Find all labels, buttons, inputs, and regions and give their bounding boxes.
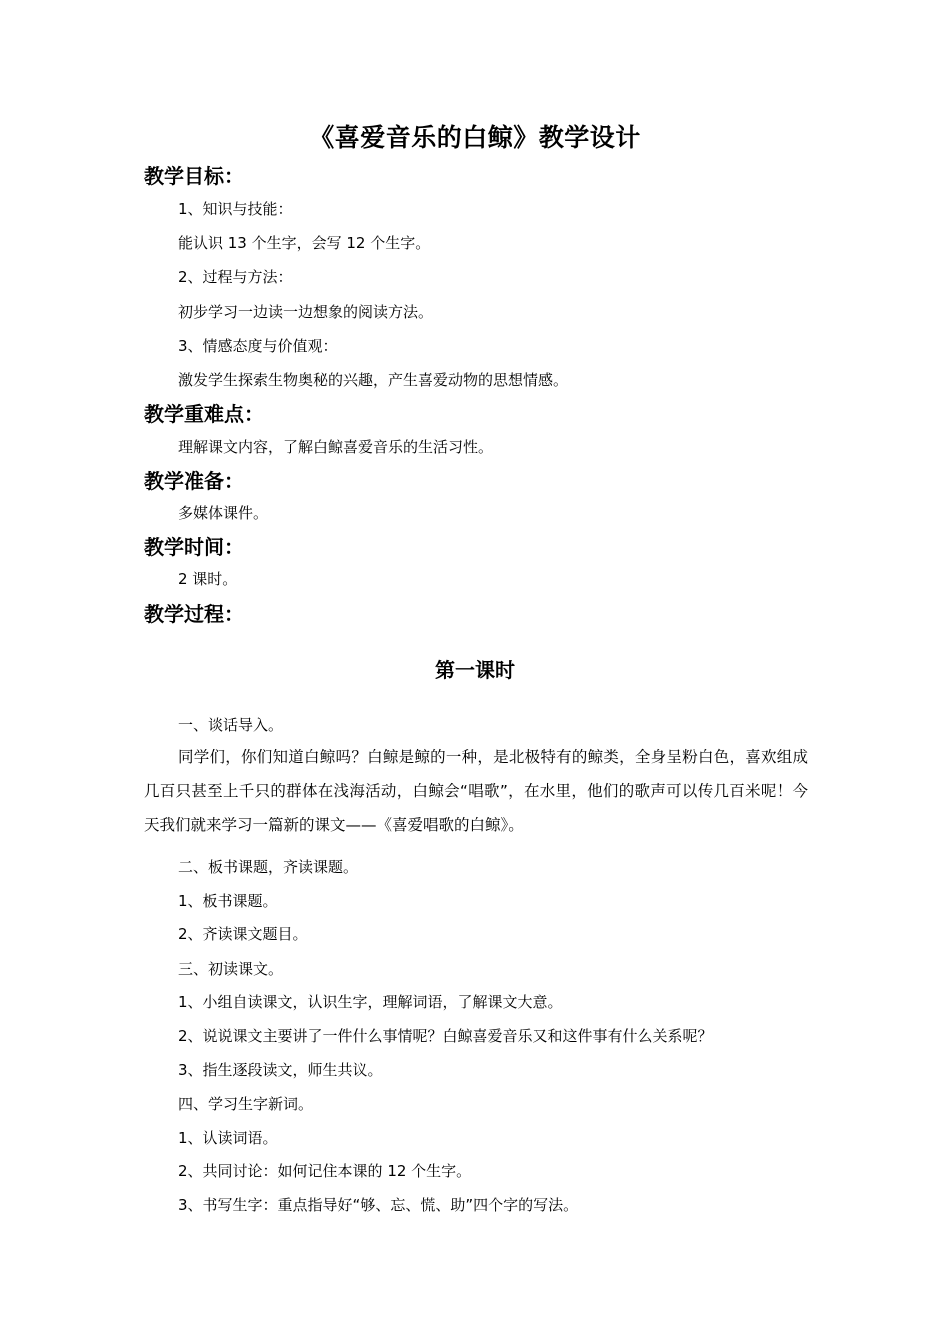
heading-process: 教学过程： — [144, 602, 244, 626]
heading-time: 教学时间： — [144, 535, 244, 559]
goal-line: 1、知识与技能： — [178, 200, 293, 218]
step-item: 2、说说课文主要讲了一件什么事情呢？白鲸喜爱音乐又和这件事有什么关系呢？ — [178, 1027, 713, 1045]
time-text: 2 课时。 — [178, 570, 238, 588]
intro-paragraph: 同学们，你们知道白鲸吗？白鲸是鲸的一种，是北极特有的鲸类，全身呈粉白色，喜欢组成几百只甚至上千只的群体在浅海活动，白鲸会“唱歌”，在水里，他们的歌声可以传几百米呢！今天我们就来学习一篇新的课文——《喜爱唱歌的白鲸》。 — [144, 748, 808, 834]
step-heading: 一、谈话导入。 — [178, 716, 284, 734]
step-item: 1、认读词语。 — [178, 1129, 278, 1147]
step-item: 3、书写生字：重点指导好“够、忘、慌、助”四个字的写法。 — [178, 1196, 579, 1214]
heading-key-points: 教学重难点： — [144, 402, 264, 426]
step-item: 3、指生逐段读文，师生共议。 — [178, 1061, 383, 1079]
preparation-text: 多媒体课件。 — [178, 504, 269, 522]
goal-line: 初步学习一边读一边想象的阅读方法。 — [178, 303, 434, 321]
goal-line: 激发学生探索生物奥秘的兴趣，产生喜爱动物的思想情感。 — [178, 371, 569, 389]
step-item: 2、齐读课文题目。 — [178, 925, 308, 943]
step-item: 1、板书课题。 — [178, 892, 278, 910]
goal-line: 能认识 13 个生字，会写 12 个生字。 — [178, 234, 431, 252]
goal-line: 3、情感态度与价值观： — [178, 337, 338, 355]
step-item: 1、小组自读课文，认识生字，理解词语，了解课文大意。 — [178, 993, 563, 1011]
goal-line: 2、过程与方法： — [178, 268, 293, 286]
step-heading: 四、学习生字新词。 — [178, 1095, 314, 1113]
key-points-text: 理解课文内容，了解白鲸喜爱音乐的生活习性。 — [178, 438, 494, 456]
document-title: 《喜爱音乐的白鲸》教学设计 — [309, 123, 641, 152]
heading-goals: 教学目标： — [144, 164, 244, 188]
step-item: 2、共同讨论：如何记住本课的 12 个生字。 — [178, 1162, 472, 1180]
lesson-title: 第一课时 — [435, 658, 515, 682]
step-heading: 二、板书课题，齐读课题。 — [178, 858, 359, 876]
step-heading: 三、初读课文。 — [178, 960, 284, 978]
heading-preparation: 教学准备： — [144, 469, 244, 493]
